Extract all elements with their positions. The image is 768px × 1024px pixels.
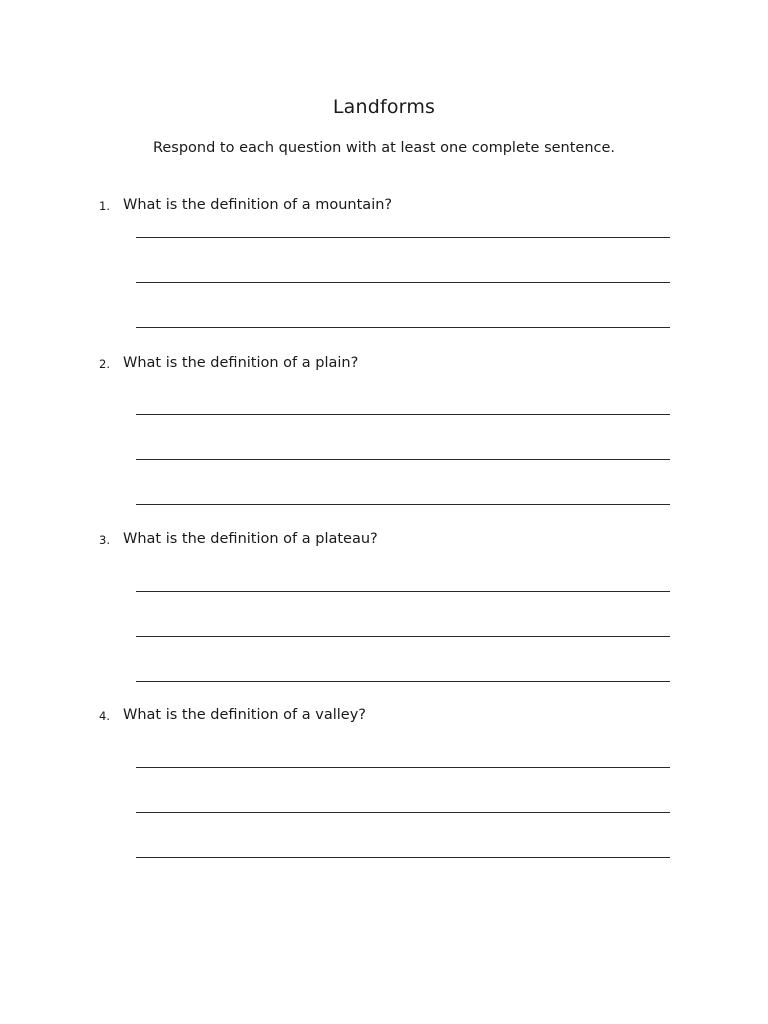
answer-line[interactable] — [136, 459, 670, 460]
question-number: 4. — [99, 709, 110, 723]
page-title: Landforms — [332, 96, 436, 118]
question-text: What is the definition of a plain? — [123, 355, 359, 371]
answer-line[interactable] — [136, 237, 670, 238]
question-number: 2. — [99, 357, 110, 371]
answer-line[interactable] — [136, 591, 670, 592]
answer-line[interactable] — [136, 857, 670, 858]
instructions-text: Respond to each question with at least one complete sentence. — [152, 140, 616, 156]
question-text: What is the definition of a valley? — [123, 707, 366, 723]
question-text: What is the definition of a plateau? — [123, 531, 378, 547]
question-number: 3. — [99, 533, 110, 547]
answer-line[interactable] — [136, 812, 670, 813]
question-text: What is the definition of a mountain? — [123, 197, 393, 213]
answer-line[interactable] — [136, 681, 670, 682]
answer-line[interactable] — [136, 327, 670, 328]
question-number: 1. — [99, 199, 110, 213]
answer-line[interactable] — [136, 636, 670, 637]
answer-line[interactable] — [136, 767, 670, 768]
answer-line[interactable] — [136, 282, 670, 283]
answer-line[interactable] — [136, 414, 670, 415]
answer-line[interactable] — [136, 504, 670, 505]
